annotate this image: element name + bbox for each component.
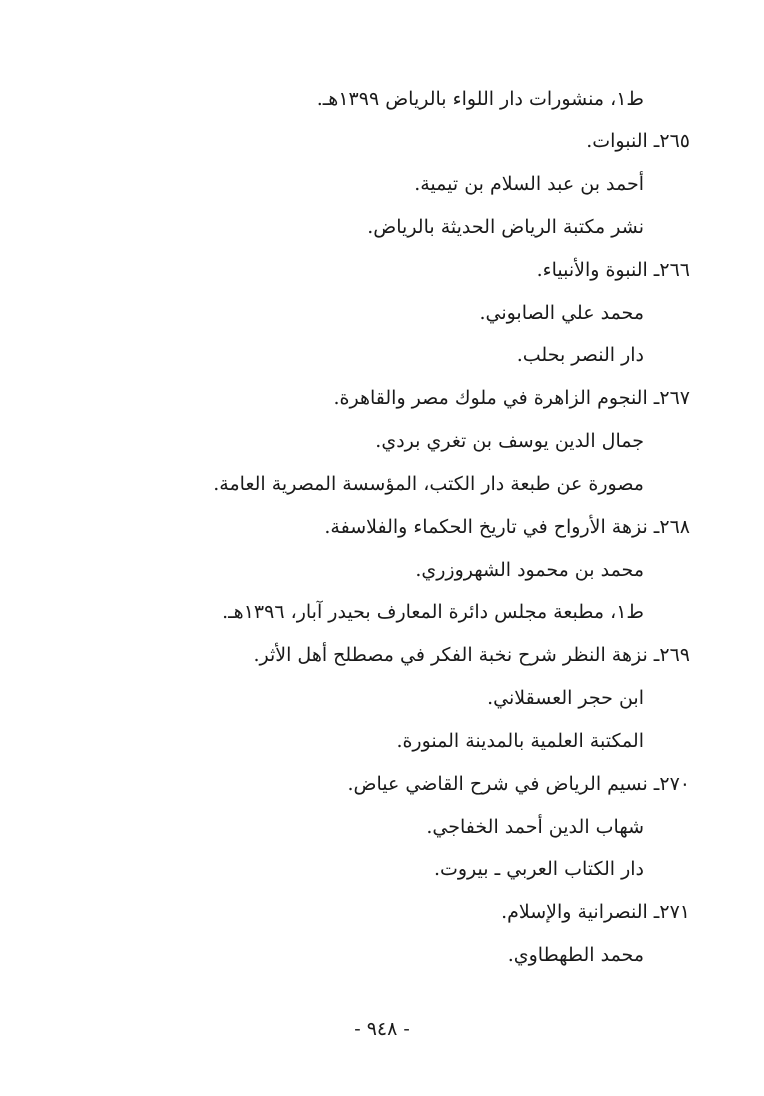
entry-269-author: ابن حجر العسقلاني. <box>487 687 644 709</box>
entry-265-author: أحمد بن عبد السلام بن تيمية. <box>414 173 644 195</box>
entry-265-title: ٢٦٥ـ النبوات. <box>586 130 690 152</box>
entry-268-author: محمد بن محمود الشهروزري. <box>415 559 644 581</box>
entry-271-author: محمد الطهطاوي. <box>507 944 644 966</box>
page-number: - ٩٤٨ - <box>354 1018 410 1040</box>
entry-270-title: ٢٧٠ـ نسيم الرياض في شرح القاضي عياض. <box>347 773 690 795</box>
entry-266-title: ٢٦٦ـ النبوة والأنبياء. <box>536 259 690 281</box>
entry-271-title: ٢٧١ـ النصرانية والإسلام. <box>501 901 690 923</box>
entry-267-title: ٢٦٧ـ النجوم الزاهرة في ملوك مصر والقاهرة. <box>333 387 690 409</box>
pub-info-line: ط١، منشورات دار اللواء بالرياض ١٣٩٩هـ. <box>316 88 644 110</box>
entry-267-publisher: مصورة عن طبعة دار الكتب، المؤسسة المصرية العامة. <box>213 473 644 495</box>
entry-266-publisher: دار النصر بحلب. <box>516 344 644 366</box>
entry-266-author: محمد علي الصابوني. <box>479 302 644 324</box>
entry-270-author: شهاب الدين أحمد الخفاجي. <box>426 816 644 838</box>
entry-269-publisher: المكتبة العلمية بالمدينة المنورة. <box>396 730 644 752</box>
entry-265-publisher: نشر مكتبة الرياض الحديثة بالرياض. <box>367 216 644 238</box>
entry-268-title: ٢٦٨ـ نزهة الأرواح في تاريخ الحكماء والفلاسفة. <box>324 516 690 538</box>
entry-268-publisher: ط١، مطبعة مجلس دائرة المعارف بحيدر آبار، ١٣٩٦هـ. <box>222 601 644 623</box>
entry-267-author: جمال الدين يوسف بن تغري بردي. <box>375 430 644 452</box>
entry-269-title: ٢٦٩ـ نزهة النظر شرح نخبة الفكر في مصطلح أهل الأثر. <box>253 644 690 666</box>
entry-270-publisher: دار الكتاب العربي ـ بيروت. <box>433 858 644 880</box>
